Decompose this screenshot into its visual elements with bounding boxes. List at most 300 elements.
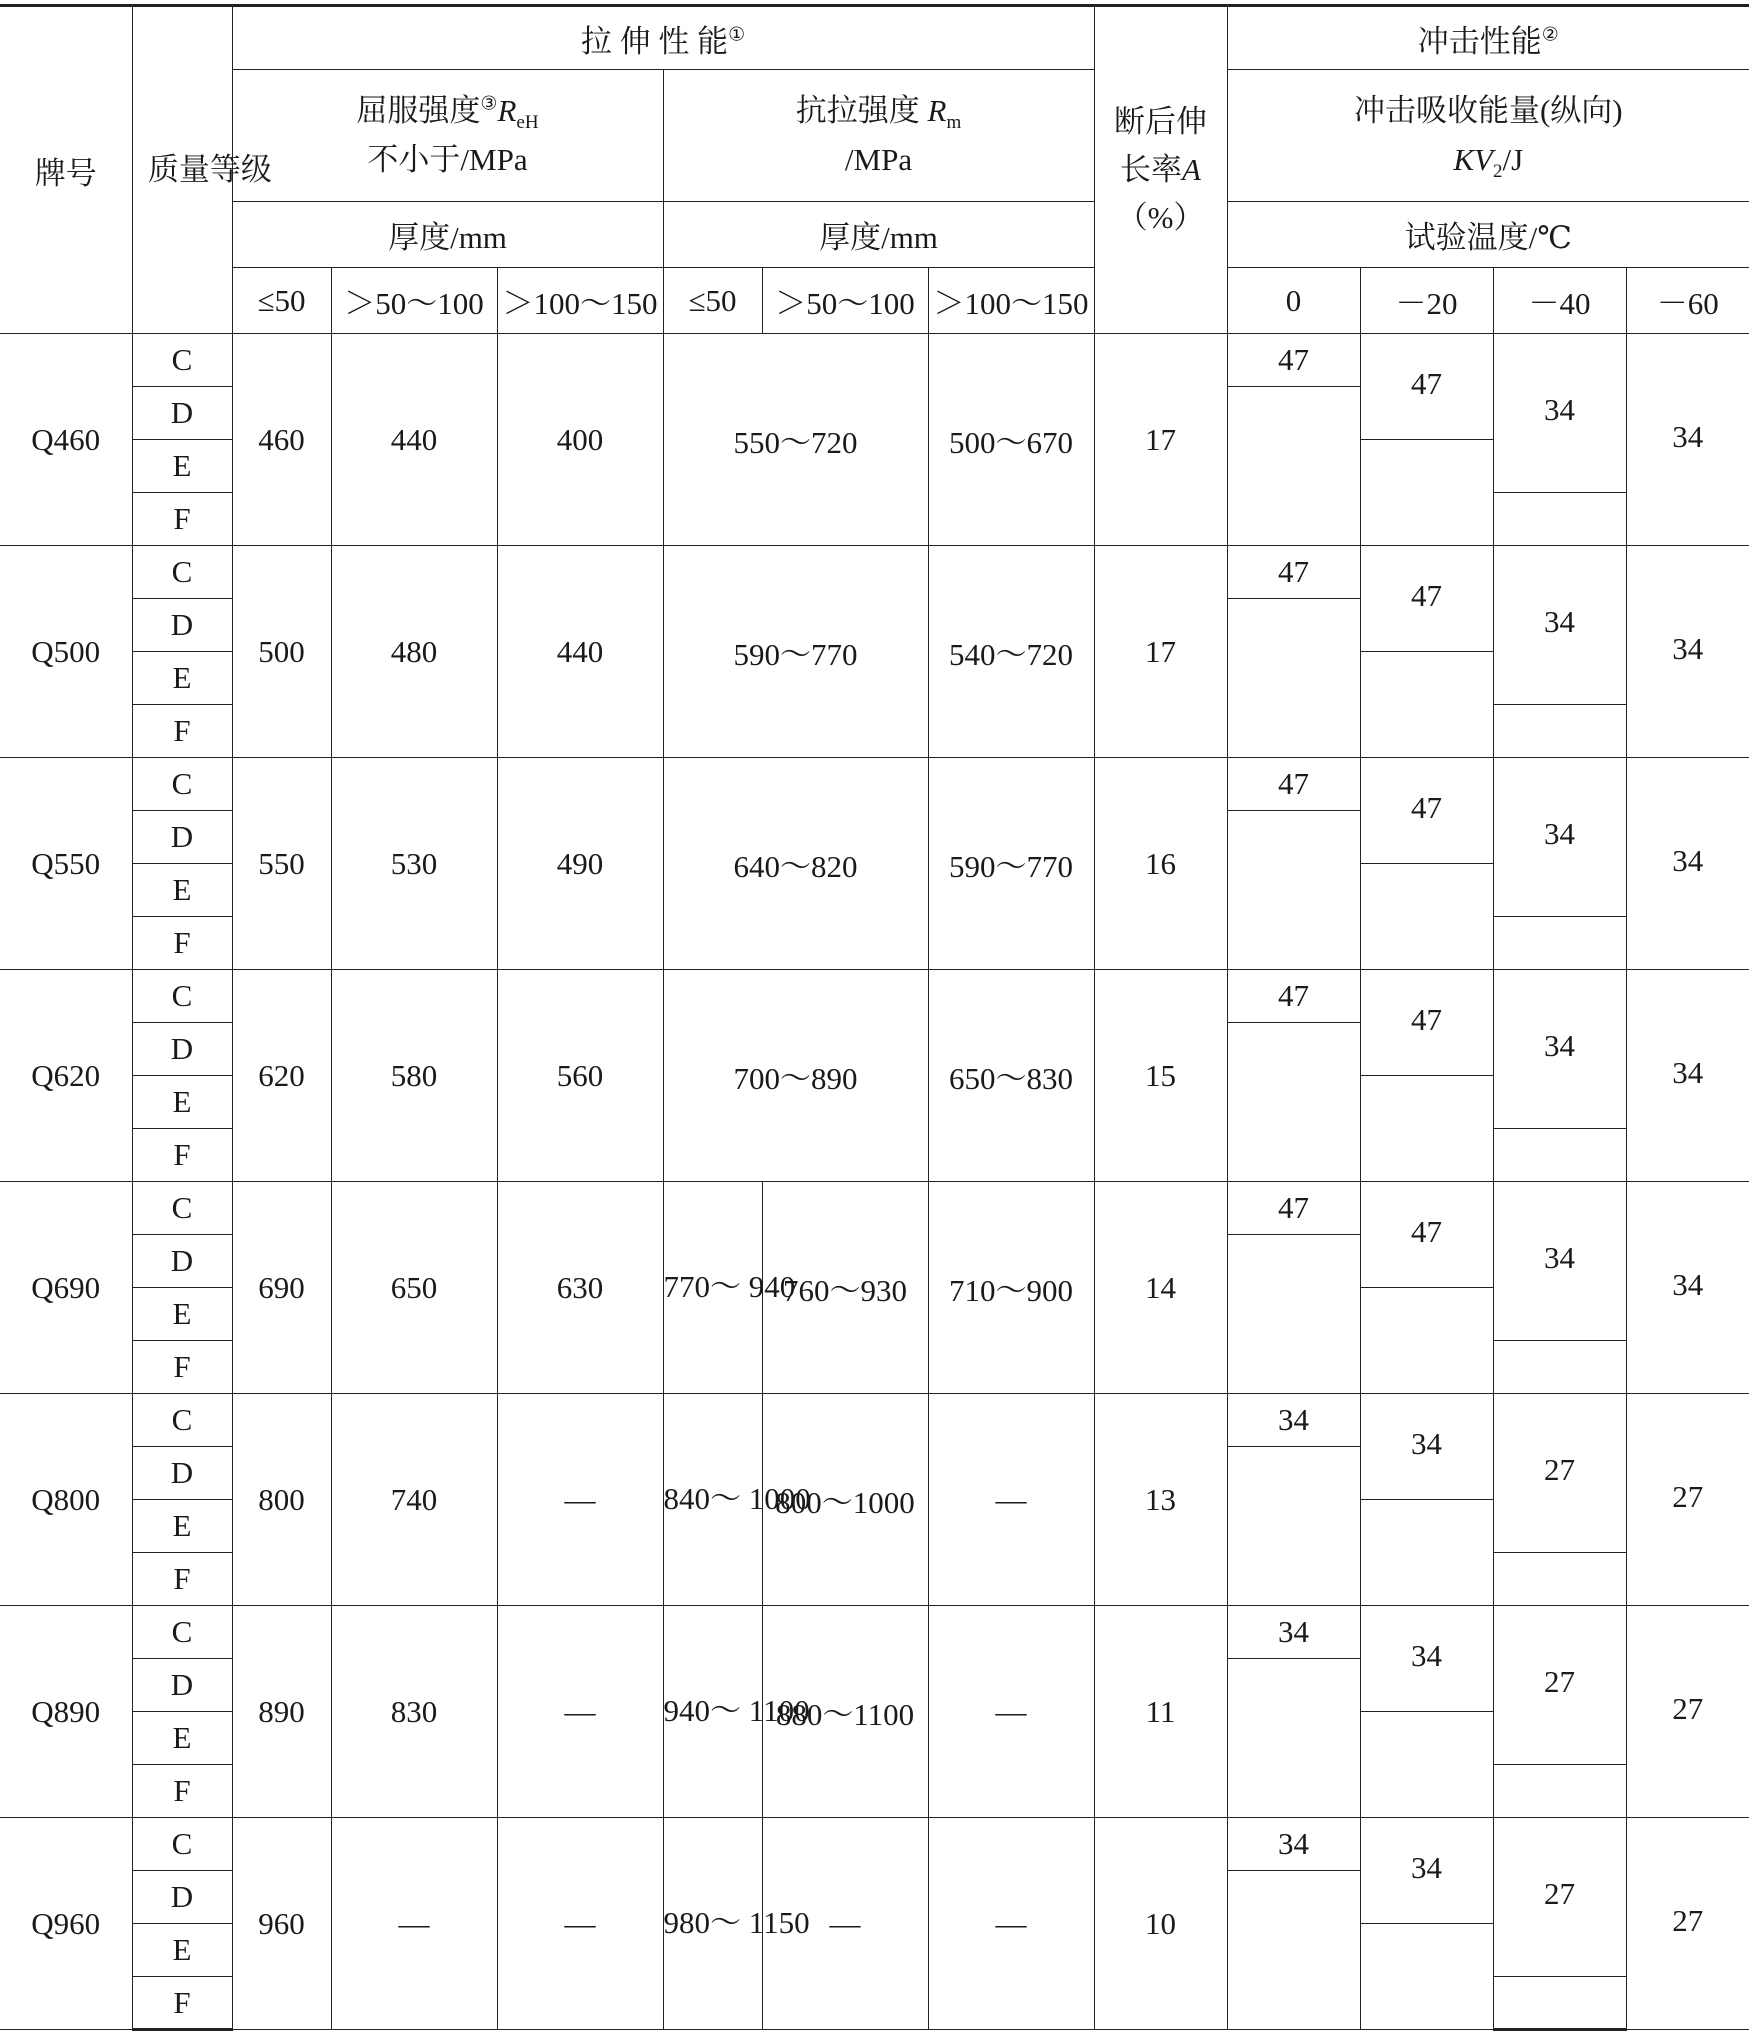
cell-text: 540～720: [949, 637, 1073, 672]
cell-text: 34: [1278, 1614, 1310, 1649]
yield-cell: [497, 546, 663, 758]
cell-text: Q800: [31, 1481, 101, 1517]
tensile-cell: [762, 1394, 928, 1606]
quality-level-cell: [132, 705, 232, 758]
quality-level-cell: [132, 1129, 232, 1182]
cell-text: 16: [1145, 845, 1177, 881]
cell-text: F: [173, 1137, 191, 1172]
table-row: [0, 1394, 1749, 1447]
cell-text: 47: [1411, 1213, 1443, 1249]
steel-properties-table: [0, 4, 1749, 2031]
thickness-col-header: ＞50～100: [331, 268, 497, 334]
tensile-cell: [928, 970, 1094, 1182]
quality-level-cell: [132, 1977, 232, 2030]
tensile-cell: [663, 1818, 810, 2030]
impact-empty-cell: [1227, 1659, 1360, 1818]
quality-level-cell: [132, 811, 232, 864]
impact-cell: [1493, 1606, 1626, 1765]
yield-cell: [232, 1182, 331, 1394]
tensile-cell: [762, 1182, 928, 1394]
cell-text: 840～ 1000: [663, 1481, 811, 1517]
impact-cell: [1227, 546, 1360, 599]
cell-text: —: [995, 1481, 1027, 1517]
cell-text: 11: [1145, 1693, 1176, 1729]
cell-text: C: [171, 1402, 193, 1437]
impact-cell: [1360, 334, 1493, 440]
elongation-cell: [1094, 334, 1227, 546]
yield-cell: [331, 1394, 497, 1606]
impact-cell: [1227, 1818, 1360, 1871]
cell-text: 47: [1411, 789, 1443, 825]
grade-cell: [0, 546, 132, 758]
quality-level-cell: [132, 599, 232, 652]
quality-level-cell: [132, 1288, 232, 1341]
cell-text: 630: [556, 1269, 604, 1305]
impact-empty-cell: [1360, 1288, 1493, 1394]
table-row: [0, 1182, 1749, 1235]
cell-text: C: [171, 978, 193, 1013]
yield-cell: [497, 1394, 663, 1606]
cell-text: 34: [1544, 392, 1576, 427]
quality-level-cell: [132, 1553, 232, 1606]
cell-text: E: [172, 1932, 192, 1967]
cell-text: 34: [1672, 1054, 1704, 1090]
cell-text: 34: [1544, 1028, 1576, 1063]
cell-text: 34: [1672, 842, 1704, 878]
yield-cell: [232, 546, 331, 758]
tensile-cell: [663, 970, 928, 1182]
cell-text: 710～900: [949, 1273, 1073, 1308]
cell-text: Q500: [31, 633, 101, 669]
thickness-col-header: ≤50: [232, 268, 331, 334]
cell-text: D: [170, 1667, 194, 1702]
impact-cell: [1626, 334, 1749, 546]
cell-text: 830: [390, 1693, 438, 1729]
cell-text: 500～670: [949, 425, 1073, 460]
yield-cell: [497, 970, 663, 1182]
impact-cell: [1360, 1182, 1493, 1288]
quality-level-cell: [132, 864, 232, 917]
impact-empty-cell: [1227, 1235, 1360, 1394]
cell-text: —: [564, 1905, 596, 1941]
impact-empty-cell: [1493, 917, 1626, 970]
cell-text: C: [171, 554, 193, 589]
elongation-cell: [1094, 1818, 1227, 2030]
impact-empty-cell: [1360, 864, 1493, 970]
impact-empty-cell: [1227, 1447, 1360, 1606]
yield-cell: [232, 334, 331, 546]
tensile-cell: [928, 1394, 1094, 1606]
impact-cell: [1626, 970, 1749, 1182]
quality-level-cell: [132, 758, 232, 811]
quality-level-cell: [132, 493, 232, 546]
cell-text: 47: [1411, 365, 1443, 401]
yield-cell: [497, 1606, 663, 1818]
tensile-cell: [928, 758, 1094, 970]
cell-text: 13: [1145, 1481, 1177, 1517]
cell-text: 650: [390, 1269, 438, 1305]
cell-text: Q960: [31, 1905, 101, 1941]
cell-text: 17: [1145, 421, 1177, 457]
tensile-cell: [928, 1606, 1094, 1818]
yield-cell: [331, 758, 497, 970]
grade-cell: [0, 1182, 132, 1394]
cell-text: 34: [1411, 1849, 1443, 1885]
yield-cell: [497, 1182, 663, 1394]
impact-empty-cell: [1493, 1977, 1626, 2030]
yield-strength-header: 屈服强度$^③R_{eH}$ 不小于/MPa: [232, 70, 663, 202]
cell-text: 47: [1278, 554, 1310, 589]
cell-text: Q690: [31, 1269, 101, 1305]
impact-cell: [1626, 1606, 1749, 1818]
impact-cell: [1493, 1818, 1626, 1977]
temperature-col-header: 0: [1227, 268, 1360, 334]
cell-text: Q620: [31, 1057, 101, 1093]
cell-text: 400: [556, 421, 604, 457]
cell-text: Q890: [31, 1693, 101, 1729]
elongation-cell: [1094, 1394, 1227, 1606]
grade-cell: [0, 758, 132, 970]
yield-cell: [331, 334, 497, 546]
tensile-cell: [762, 1606, 928, 1818]
impact-empty-cell: [1360, 1924, 1493, 2030]
cell-text: 890: [258, 1693, 305, 1729]
yield-cell: [331, 1818, 497, 2030]
thickness-col-header: ≤50: [663, 268, 762, 334]
impact-energy-header: 冲击吸收能量(纵向) $KV_2/J$: [1227, 70, 1749, 202]
cell-text: C: [171, 1826, 193, 1861]
grade-cell: [0, 970, 132, 1182]
yield-cell: [232, 1818, 331, 2030]
cell-text: —: [995, 1693, 1027, 1729]
yield-cell: [232, 970, 331, 1182]
cell-text: 650～830: [949, 1061, 1073, 1096]
cell-text: 550～720: [733, 425, 858, 460]
tensile-properties-header: 拉 伸 性 能①: [232, 6, 1094, 70]
impact-cell: [1360, 1606, 1493, 1712]
cell-text: 500: [258, 633, 305, 669]
cell-text: 47: [1411, 577, 1443, 613]
cell-text: 560: [556, 1057, 604, 1093]
tensile-cell: [663, 334, 928, 546]
cell-text: 10: [1145, 1905, 1177, 1941]
cell-text: F: [173, 1773, 191, 1808]
cell-text: 14: [1145, 1269, 1177, 1305]
impact-cell: [1493, 758, 1626, 917]
cell-text: 640～820: [733, 849, 858, 884]
cell-text: F: [173, 1349, 191, 1384]
cell-text: 27: [1672, 1902, 1704, 1938]
cell-text: 700～890: [733, 1061, 858, 1096]
cell-text: 34: [1544, 1240, 1576, 1275]
cell-text: 480: [390, 633, 438, 669]
cell-text: E: [172, 872, 192, 907]
impact-cell: [1360, 970, 1493, 1076]
impact-cell: [1360, 1394, 1493, 1500]
cell-text: 960: [258, 1905, 305, 1941]
yield-cell: [331, 1606, 497, 1818]
impact-cell: [1626, 1394, 1749, 1606]
cell-text: 770～ 940: [663, 1269, 796, 1305]
table-row: [0, 1606, 1749, 1659]
impact-empty-cell: [1360, 652, 1493, 758]
grade-cell: [0, 334, 132, 546]
tensile-cell: [928, 1818, 1094, 2030]
cell-text: D: [170, 819, 194, 854]
quality-level-cell: [132, 1818, 232, 1871]
cell-text: 34: [1672, 630, 1704, 666]
cell-text: 760～930: [783, 1273, 907, 1308]
tensile-strength-header: 抗拉强度 $R_m$ /MPa: [663, 70, 1094, 202]
quality-level-cell: [132, 1924, 232, 1977]
thickness-col-header: ＞100～150: [928, 268, 1094, 334]
cell-text: 690: [258, 1269, 305, 1305]
impact-empty-cell: [1493, 705, 1626, 758]
cell-text: 580: [390, 1057, 438, 1093]
impact-empty-cell: [1493, 493, 1626, 546]
table-row: [0, 970, 1749, 1023]
yield-cell: [232, 1394, 331, 1606]
cell-text: 34: [1544, 816, 1576, 851]
yield-cell: [497, 1818, 663, 2030]
quality-level-cell: [132, 1394, 232, 1447]
cell-text: —: [995, 1905, 1027, 1941]
temperature-col-header: －40: [1493, 268, 1626, 334]
impact-empty-cell: [1493, 1129, 1626, 1182]
cell-text: 460: [258, 421, 305, 457]
cell-text: 800～1000: [775, 1485, 915, 1520]
impact-cell: [1493, 1182, 1626, 1341]
cell-text: 27: [1544, 1452, 1576, 1487]
impact-empty-cell: [1493, 1765, 1626, 1818]
cell-text: C: [171, 1190, 193, 1225]
yield-cell: [331, 546, 497, 758]
cell-text: E: [172, 1084, 192, 1119]
cell-text: 47: [1278, 342, 1310, 377]
cell-text: 15: [1145, 1057, 1177, 1093]
impact-empty-cell: [1493, 1553, 1626, 1606]
elongation-header: 断后伸 长率A （%）: [1094, 6, 1227, 334]
impact-empty-cell: [1227, 811, 1360, 970]
yield-cell: [232, 758, 331, 970]
grade-cell: [0, 1606, 132, 1818]
grade-cell: [0, 1394, 132, 1606]
test-temperature-header: 试验温度/℃: [1227, 202, 1749, 268]
quality-level-header: 质量等级: [132, 6, 232, 334]
tensile-cell: [928, 334, 1094, 546]
quality-level-cell: [132, 1659, 232, 1712]
cell-text: 27: [1544, 1876, 1576, 1911]
impact-empty-cell: [1360, 1712, 1493, 1818]
cell-text: D: [170, 607, 194, 642]
quality-level-cell: [132, 1076, 232, 1129]
thickness-col-header: ＞50～100: [762, 268, 928, 334]
tensile-cell: [663, 758, 928, 970]
impact-cell: [1626, 1182, 1749, 1394]
quality-level-cell: [132, 546, 232, 599]
cell-text: D: [170, 395, 194, 430]
quality-level-cell: [132, 387, 232, 440]
quality-level-cell: [132, 1765, 232, 1818]
cell-text: 880～1100: [775, 1697, 915, 1732]
cell-text: 590～770: [733, 637, 858, 672]
tensile-cell: [928, 1182, 1094, 1394]
cell-text: 440: [556, 633, 604, 669]
tensile-thickness-header: 厚度/mm: [663, 202, 1094, 268]
cell-text: 34: [1672, 1266, 1704, 1302]
table-row: [0, 546, 1749, 599]
quality-level-cell: [132, 970, 232, 1023]
cell-text: 27: [1672, 1690, 1704, 1726]
impact-properties-header: 冲击性能②: [1227, 6, 1749, 70]
quality-level-cell: [132, 1447, 232, 1500]
impact-cell: [1227, 758, 1360, 811]
cell-text: 490: [556, 845, 604, 881]
impact-cell: [1227, 970, 1360, 1023]
yield-cell: [497, 334, 663, 546]
impact-empty-cell: [1227, 1871, 1360, 2030]
table-row: [0, 334, 1749, 387]
cell-text: —: [398, 1905, 430, 1941]
elongation-cell: [1094, 546, 1227, 758]
impact-cell: [1227, 1182, 1360, 1235]
impact-empty-cell: [1227, 599, 1360, 758]
quality-level-cell: [132, 1712, 232, 1765]
cell-text: 620: [258, 1057, 305, 1093]
impact-cell: [1360, 1818, 1493, 1924]
tensile-cell: [928, 546, 1094, 758]
impact-empty-cell: [1227, 1023, 1360, 1182]
cell-text: E: [172, 448, 192, 483]
quality-level-cell: [132, 1182, 232, 1235]
yield-thickness-header: 厚度/mm: [232, 202, 663, 268]
impact-empty-cell: [1227, 387, 1360, 546]
cell-text: D: [170, 1879, 194, 1914]
table-row: [0, 1818, 1749, 1871]
impact-empty-cell: [1493, 1341, 1626, 1394]
cell-text: E: [172, 1508, 192, 1543]
impact-cell: [1360, 758, 1493, 864]
impact-cell: [1227, 334, 1360, 387]
elongation-cell: [1094, 1182, 1227, 1394]
quality-level-cell: [132, 652, 232, 705]
table-row: [0, 758, 1749, 811]
tensile-cell: [663, 546, 928, 758]
cell-text: F: [173, 925, 191, 960]
cell-text: F: [173, 1984, 191, 2020]
temperature-col-header: －60: [1626, 268, 1749, 334]
cell-text: 440: [390, 421, 438, 457]
impact-cell: [1493, 546, 1626, 705]
quality-level-cell: [132, 1235, 232, 1288]
cell-text: Q550: [31, 845, 101, 881]
cell-text: E: [172, 1720, 192, 1755]
cell-text: 47: [1278, 978, 1310, 1013]
elongation-cell: [1094, 970, 1227, 1182]
cell-text: D: [170, 1455, 194, 1490]
cell-text: 34: [1278, 1826, 1310, 1861]
quality-level-cell: [132, 1871, 232, 1924]
cell-text: 530: [390, 845, 438, 881]
impact-empty-cell: [1360, 440, 1493, 546]
cell-text: 47: [1278, 1190, 1310, 1225]
cell-text: 27: [1672, 1478, 1704, 1514]
quality-level-cell: [132, 1341, 232, 1394]
cell-text: 940～ 1100: [663, 1693, 810, 1729]
cell-text: E: [172, 1296, 192, 1331]
quality-level-cell: [132, 1023, 232, 1076]
impact-cell: [1626, 758, 1749, 970]
cell-text: F: [173, 1561, 191, 1596]
impact-cell: [1626, 1818, 1749, 2030]
cell-text: E: [172, 660, 192, 695]
impact-cell: [1360, 546, 1493, 652]
thickness-col-header: ＞100～150: [497, 268, 663, 334]
cell-text: 980～ 1150: [663, 1905, 810, 1941]
cell-text: 34: [1411, 1637, 1443, 1673]
yield-cell: [331, 970, 497, 1182]
cell-text: C: [171, 766, 193, 801]
cell-text: 34: [1278, 1402, 1310, 1437]
grade-cell: [0, 1818, 132, 2030]
impact-cell: [1227, 1394, 1360, 1447]
tensile-cell: [663, 1182, 796, 1394]
cell-text: D: [170, 1031, 194, 1066]
yield-cell: [497, 758, 663, 970]
impact-cell: [1493, 970, 1626, 1129]
quality-level-cell: [132, 440, 232, 493]
cell-text: 740: [390, 1481, 438, 1517]
cell-text: 27: [1544, 1664, 1576, 1699]
cell-text: C: [171, 342, 193, 377]
cell-text: —: [829, 1905, 861, 1941]
cell-text: 47: [1411, 1001, 1443, 1037]
grade-header: 牌号: [0, 6, 132, 334]
table-body: [0, 334, 1749, 2030]
impact-cell: [1493, 334, 1626, 493]
cell-text: 800: [258, 1481, 305, 1517]
yield-cell: [232, 1606, 331, 1818]
cell-text: 47: [1278, 766, 1310, 801]
temperature-col-header: －20: [1360, 268, 1493, 334]
cell-text: 550: [258, 845, 305, 881]
yield-cell: [331, 1182, 497, 1394]
quality-level-cell: [132, 334, 232, 387]
cell-text: Q460: [31, 421, 101, 457]
cell-text: D: [170, 1243, 194, 1278]
tensile-cell: [663, 1606, 810, 1818]
cell-text: —: [564, 1481, 596, 1517]
cell-text: 590～770: [949, 849, 1073, 884]
impact-empty-cell: [1360, 1500, 1493, 1606]
elongation-cell: [1094, 758, 1227, 970]
quality-level-cell: [132, 1606, 232, 1659]
cell-text: 34: [1544, 604, 1576, 639]
cell-text: F: [173, 501, 191, 536]
cell-text: C: [171, 1614, 193, 1649]
cell-text: —: [564, 1693, 596, 1729]
impact-cell: [1493, 1394, 1626, 1553]
cell-text: 17: [1145, 633, 1177, 669]
tensile-cell: [663, 1394, 811, 1606]
quality-level-cell: [132, 1500, 232, 1553]
impact-empty-cell: [1360, 1076, 1493, 1182]
quality-level-cell: [132, 917, 232, 970]
cell-text: 34: [1672, 418, 1704, 454]
cell-text: 34: [1411, 1425, 1443, 1461]
elongation-cell: [1094, 1606, 1227, 1818]
impact-cell: [1227, 1606, 1360, 1659]
